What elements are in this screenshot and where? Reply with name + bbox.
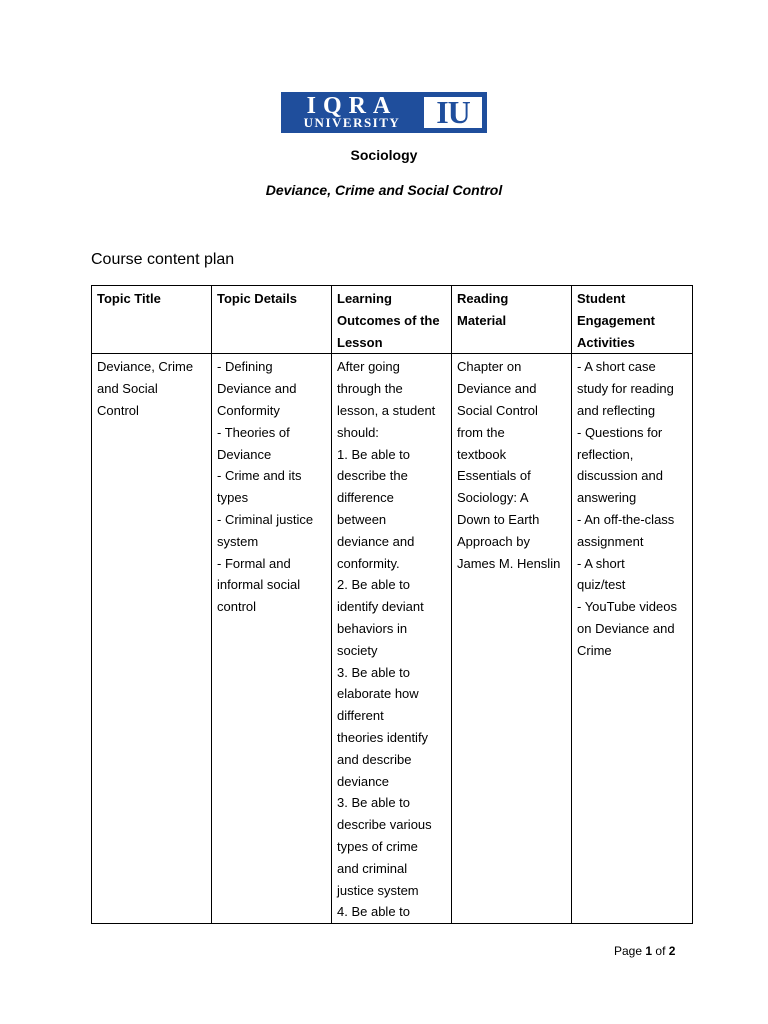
cell-line: reflection, [577,446,634,462]
cell-student-engagement [572,354,693,924]
header-line: Reading [457,291,509,306]
document-title: Sociology [350,147,418,163]
cell-line: from the [457,424,505,440]
cell-line: different [337,708,384,724]
table-header-row [92,286,693,354]
cell-line: and Social [97,381,158,397]
cell-line: Essentials of [457,468,531,484]
document-subtitle: Deviance, Crime and Social Control [265,182,503,198]
header-line: Outcomes of the [337,312,440,328]
table-row [92,354,693,924]
logo-word-university: UNIVERSITY [303,115,401,130]
cell-line: types of crime [337,838,418,854]
cell-line: Deviance and [217,381,297,397]
cell-line: Control [97,402,139,418]
page-current: 1 [645,944,653,958]
cell-line: justice system [337,882,419,898]
page-word: Page [614,944,643,958]
cell-line: - Crime and its [217,468,302,484]
cell-line: describe various [337,817,432,833]
cell-topic-details [212,354,332,924]
cell-line: conformity. [337,555,400,571]
cell-line: and describe [337,751,412,767]
cell-line: answering [577,490,637,506]
cell-line: Down to Earth [457,511,540,527]
cell-line: elaborate how [337,686,419,702]
cell-line: - Formal and [217,555,291,571]
cell-line: - A short case [577,359,656,375]
cell-line: Approach by [457,533,530,549]
header-line: Engagement [577,312,656,328]
cell-line: 4. Be able to [337,904,410,920]
cell-line: control [217,599,257,615]
cell-line: and reflecting [577,402,656,418]
header-topic-title [92,286,212,354]
cell-line: Deviance, Crime [97,359,194,375]
cell-line: through the [337,381,403,397]
cell-line: Sociology: A [457,490,529,506]
cell-line: behaviors in [337,620,408,636]
cell-line: 1. Be able to [337,446,410,462]
cell-line: discussion and [577,468,663,484]
cell-line: difference [337,490,394,506]
logo-word-iqra: IQRA [306,93,398,119]
page-of: of [655,944,666,958]
cell-line: - Theories of [217,424,290,440]
university-logo [281,92,487,133]
cell-line: Deviance [217,446,272,462]
header-line: Topic Title [97,291,161,306]
cell-line: between [337,511,387,527]
cell-line: should: [337,424,379,440]
cell-line: - YouTube videos [577,599,677,615]
cell-line: 2. Be able to [337,577,410,593]
cell-line: Chapter on [457,359,522,375]
header-line: Learning [337,291,392,306]
cell-line: textbook [457,446,507,462]
cell-line: Social Control [457,402,538,418]
cell-topic-title [92,354,212,924]
cell-line: 3. Be able to [337,664,410,680]
logo-wordmark [285,94,419,131]
header-line: Topic Details [217,291,297,306]
cell-line: describe the [337,468,408,484]
cell-line: types [217,490,249,506]
header-student-engagement [572,286,693,354]
cell-line: system [217,533,259,549]
cell-learning-outcomes [332,354,452,924]
cell-line: quiz/test [577,577,626,593]
cell-line: - Questions for [577,424,663,440]
cell-line: - An off-the-class [577,511,675,527]
cell-line: assignment [577,533,644,549]
header-reading-material [452,286,572,354]
cell-line: theories identify [337,729,429,745]
cell-line: lesson, a student [337,402,436,418]
cell-line: - Defining [217,359,273,375]
cell-line: on Deviance and [577,620,675,636]
header-learning-outcomes [332,286,452,354]
cell-line: deviance and [337,533,415,549]
cell-line: - A short [577,555,625,571]
table-body [92,354,693,924]
cell-line: - Criminal justice [217,511,314,527]
cell-line: Deviance and [457,381,537,397]
header-topic-details [212,286,332,354]
section-label: Course content plan [91,251,235,268]
cell-line: deviance [337,773,390,789]
header-line: Lesson [337,334,383,350]
header-line: Material [457,312,507,328]
cell-line: and criminal [337,860,408,876]
cell-line: identify deviant [337,599,424,615]
cell-line: society [337,642,378,658]
course-content-table [91,285,693,924]
logo-monogram: IU [424,97,482,128]
cell-line: James M. Henslin [457,555,561,571]
cell-reading-material [452,354,572,924]
cell-line: 3. Be able to [337,795,410,811]
cell-line: study for reading [577,381,674,397]
page-number [614,944,675,958]
header-line: Activities [577,334,635,350]
cell-line: informal social [217,577,301,593]
page-total: 2 [668,944,676,958]
cell-line: Conformity [217,402,280,418]
cell-line: After going [337,359,400,375]
cell-line: Crime [577,642,612,658]
header-line: Student [577,291,626,306]
